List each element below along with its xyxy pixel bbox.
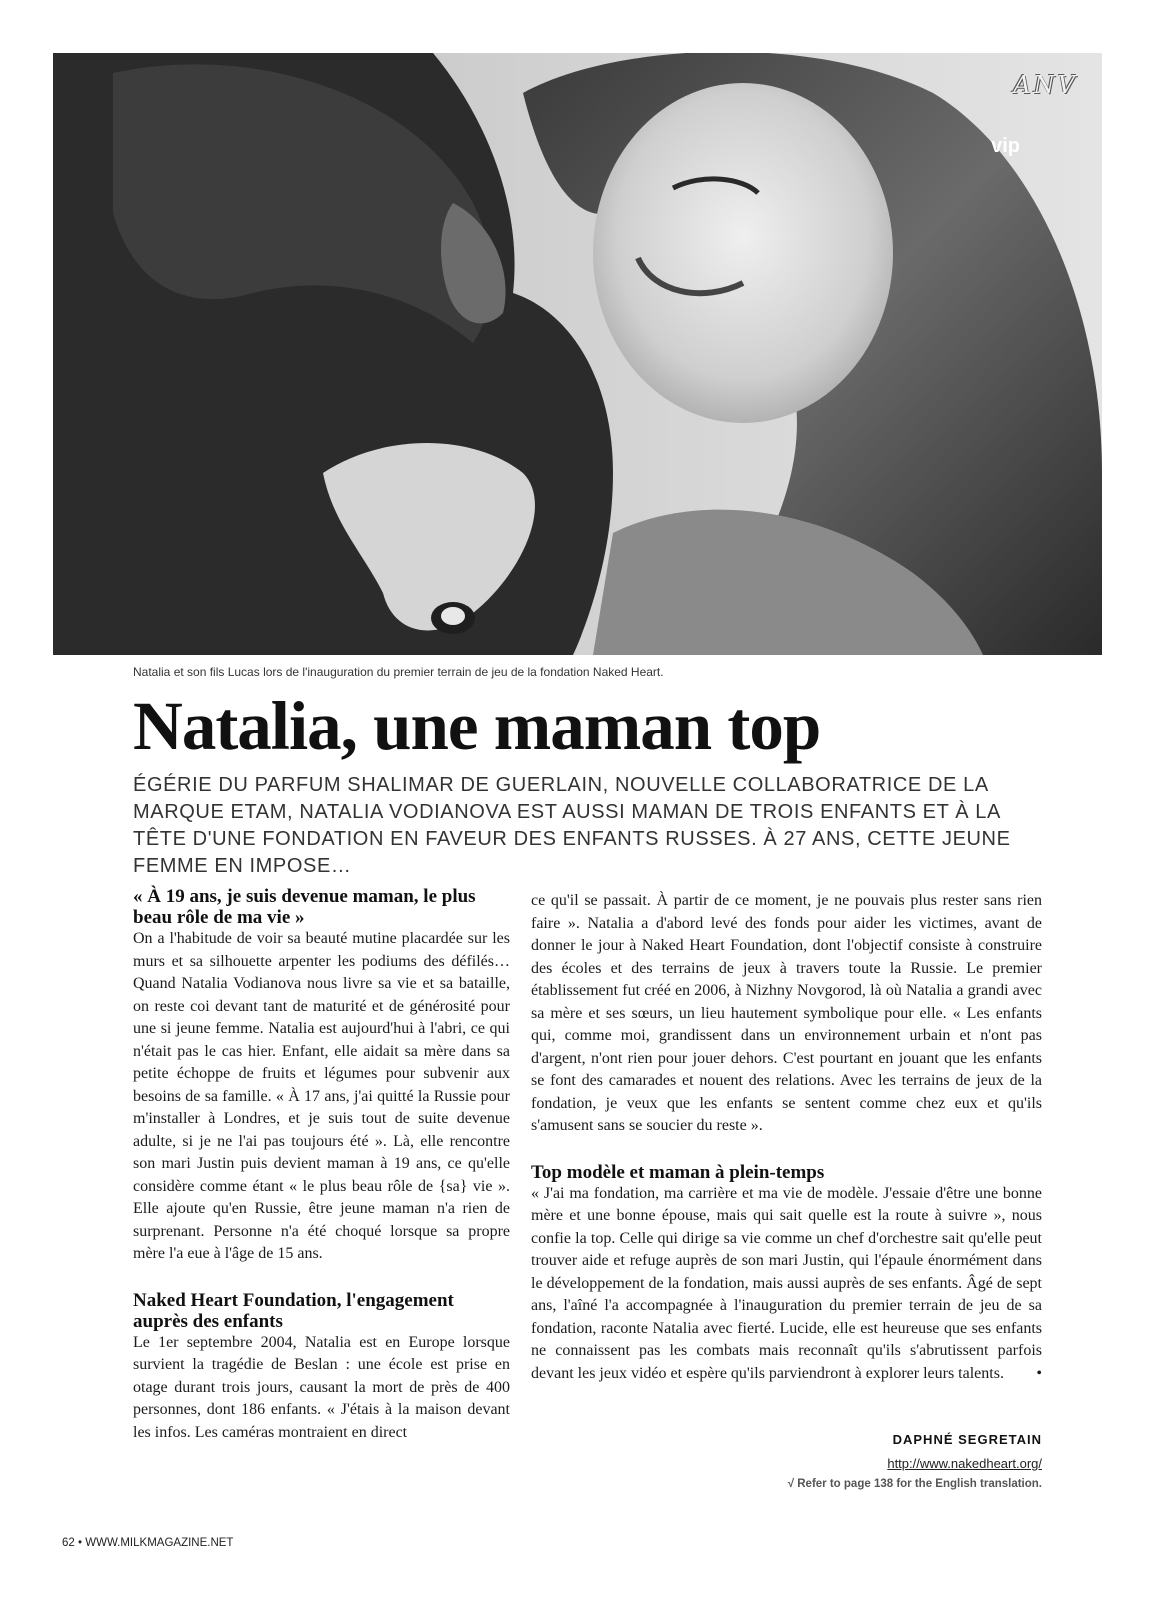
foundation-link[interactable]: http://www.nakedheart.org/ xyxy=(887,1456,1042,1471)
page-number: 62 xyxy=(62,1537,75,1549)
watermark-logo: ANV xyxy=(1013,71,1078,99)
end-mark: • xyxy=(1036,1364,1042,1382)
article-intro: ÉGÉRIE DU PARFUM SHALIMAR DE GUERLAIN, NOUVELLE COLLABORATRICE DE LA MARQUE ETAM, NATALIA VODIANOVA EST AUSSI MAMAN DE TROIS ENFANTS ET À LA TÊTE D'UNE FONDATION EN FAVEUR DES ENFANTS RUSSES. À 27 ANS, CETTE JEUNE FEMME EN IMPOSE… xyxy=(133,774,1011,877)
author-signature: DAPHNÉ SEGRETAIN xyxy=(892,1432,1042,1447)
translation-note: √ Refer to page 138 for the English translation. xyxy=(787,1478,1042,1490)
section-heading-top-model: Top modèle et maman à plein-temps xyxy=(531,1161,825,1183)
photo-caption: Natalia et son fils Lucas lors de l'inauguration du premier terrain de jeu de la fondation Naked Heart. xyxy=(133,665,664,679)
photo-mother-and-child xyxy=(53,53,1102,655)
article-title: Natalia, une maman top xyxy=(133,688,821,764)
section-text-foundation: Le 1er septembre 2004, Natalia est en Europe lorsque survient la tragédie de Beslan : une école est prise en otage durant trois jours, causant la mort de près de 400 personnes, dont 186 enfants. « J'étais à la maison devant les infos. Les caméras montraient en direct xyxy=(133,1333,510,1441)
section-text-mother: On a l'habitude de voir sa beauté mutine placardée sur les murs et sa silhouette arpenter les podiums des défilés… Quand Natalia Vodianova nous livre sa vie et sa bataille, on reste coi devant tant de maturité et de générosité pour une si jeune femme. Natalia est aujourd'hui à l'abri, ce qui n'était pas le cas hier. Enfant, elle aidait sa mère dans sa petite échoppe de fruits et légumes pour subvenir aux besoins de sa famille. « À 17 ans, j'ai quitté la Russie pour m'installer à Londres, et je suis tout de suite devenue adulte, si je ne l'ai pas toujours été ». Là, elle rencontre son mari Justin puis devient maman à 19 ans, ce qu'elle considère comme étant « le plus beau rôle de {sa} vie ». Elle ajoute qu'en Russie, être jeune maman n'a rien de surprenant. Personne n'a été choqué lorsque sa propre mère l'a eue à l'âge de 15 ans. xyxy=(133,930,510,1262)
section-tag: vip xyxy=(991,135,1020,157)
section-text-top-model xyxy=(531,1183,1042,1386)
section-text-top-model-body: « J'ai ma fondation, ma carrière et ma vie de modèle. J'essaie d'être une bonne mère et une bonne épouse, mais qui sait quelle est la route à suivre », nous confie la top. Celle qui dirige sa vie comme un chef d'orchestre sait qu'elle peut trouver aide et refuge auprès de son mari Justin, qui l'épaule énormément dans le développement de la fondation, mais aussi auprès de ses enfants. Âgé de sept ans, l'aîné l'a accompagnée à l'inauguration du premier terrain de jeu de sa fondation, raconte Natalia avec fierté. Lucide, elle est heureuse que ses enfants ne connaissent pas les combats mais reconnaît qu'ils s'abrutissent parfois devant les jeux vidéo et espère qu'ils parviendront à explorer leurs talents. xyxy=(531,1184,1042,1382)
footer-separator: • xyxy=(78,1537,83,1549)
section-text-foundation-continued: ce qu'il se passait. À partir de ce moment, je ne pouvais plus rester sans rien faire ». Natalia a d'abord levé des fonds pour aider les victimes, avant de donner le jour à Naked Heart Foundation, dont l'objectif consiste à construire des écoles et des terrains de jeux à travers toute la Russie. Le premier établissement fut créé en 2006, à Nizhny Novgorod, là où Natalia a grandi avec sa mère et ses sœurs, un lieu hautement symbolique pour elle. « Les enfants qui, comme moi, grandissent dans un environnement urbain et n'ont pas d'argent, n'ont rien pour jouer dehors. C'est pourtant en jouant que les enfants se font des camarades et nouent des relations. Avec les terrains de jeux de la fondation, je veux que les enfants se sentent comme chez eux et qu'ils s'amusent sans se soucier du reste ». xyxy=(531,892,1042,1134)
section-heading-mother: « À 19 ans, je suis devenue maman, le plus beau rôle de ma vie » xyxy=(133,886,476,928)
column-left xyxy=(133,886,510,1444)
page-footer xyxy=(62,1537,233,1549)
column-right xyxy=(531,890,1042,1385)
footer-site[interactable]: WWW.MILKMAGAZINE.NET xyxy=(85,1537,234,1549)
section-heading-foundation: Naked Heart Foundation, l'engagement auprès des enfants xyxy=(133,1289,454,1332)
cover-photo xyxy=(53,53,1102,655)
